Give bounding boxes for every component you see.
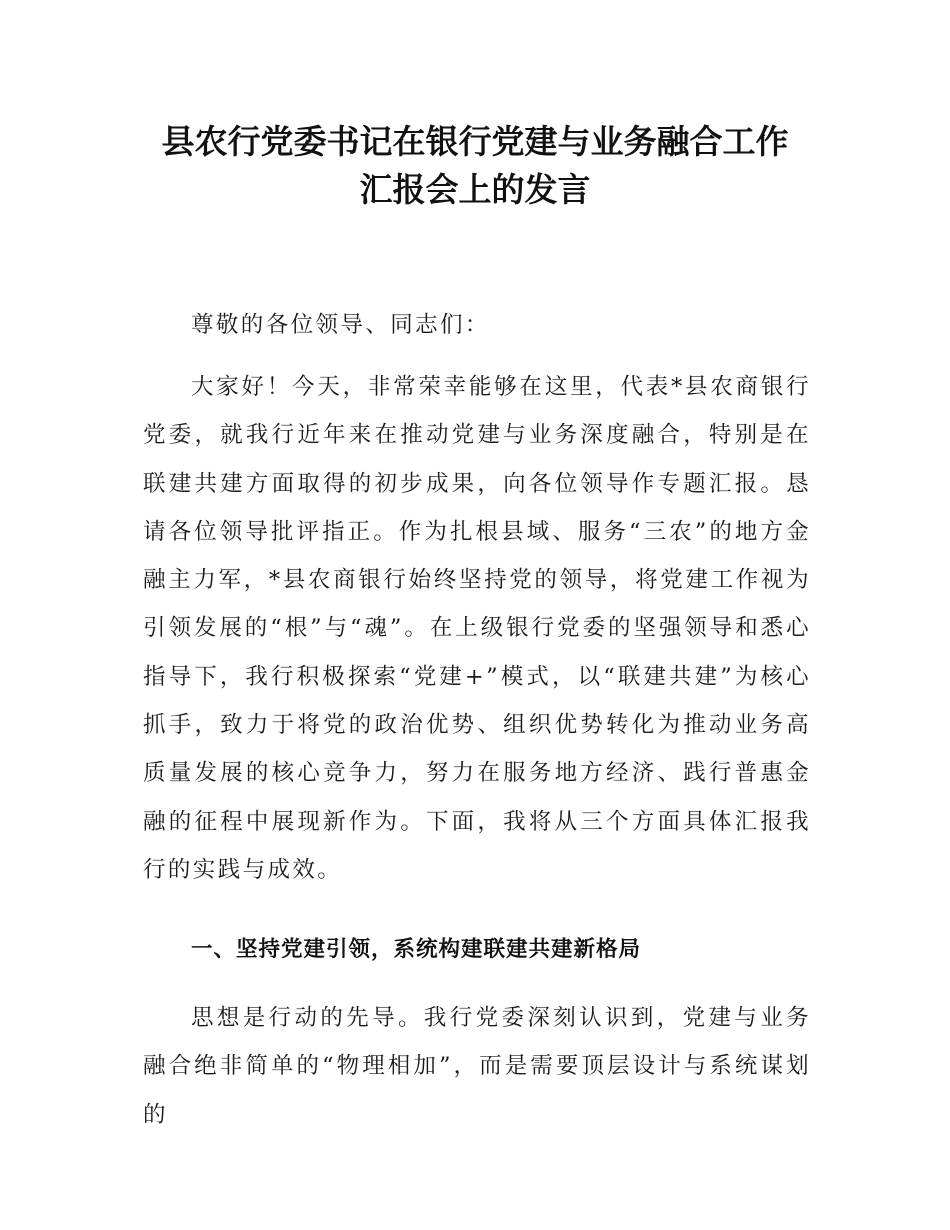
paragraph-opening: 大家好！今天，非常荣幸能够在这里，代表*县农商银行党委，就我行近年来在推动党建与业务深度融合，特别是在联建共建方面取得的初步成果，向各位领导作专题汇报。恳请各位领导批评指正。作为扎根县域、服务“三农”的地方金融主力军，*县农商银行始终坚持党的领导，将党建工作视为引领发展的“根”与“魂”。在上级银行党委的坚强领导和悉心指导下，我行积极探索“党建+”模式，以“联建共建”为核心抓手，致力于将党的政治优势、组织优势转化为推动业务高质量发展的核心竞争力，努力在服务地方经济、践行普惠金融的征程中展现新作为。下面，我将从三个方面具体汇报我行的实践与成效。 [143, 374, 811, 883]
document-title-line-2: 汇报会上的发言 [359, 170, 591, 209]
document-title-line-1: 县农行党委书记在银行党建与业务融合工作 [161, 122, 789, 161]
section-heading-1: 一、坚持党建引领，系统构建联建共建新格局 [191, 937, 642, 962]
salutation: 尊敬的各位领导、同志们： [191, 312, 490, 338]
paragraph-section-1: 思想是行动的先导。我行党委深刻认识到，党建与业务融合绝非简单的“物理相加”，而是需要顶层设计与系统谋划的 [143, 1005, 811, 1128]
